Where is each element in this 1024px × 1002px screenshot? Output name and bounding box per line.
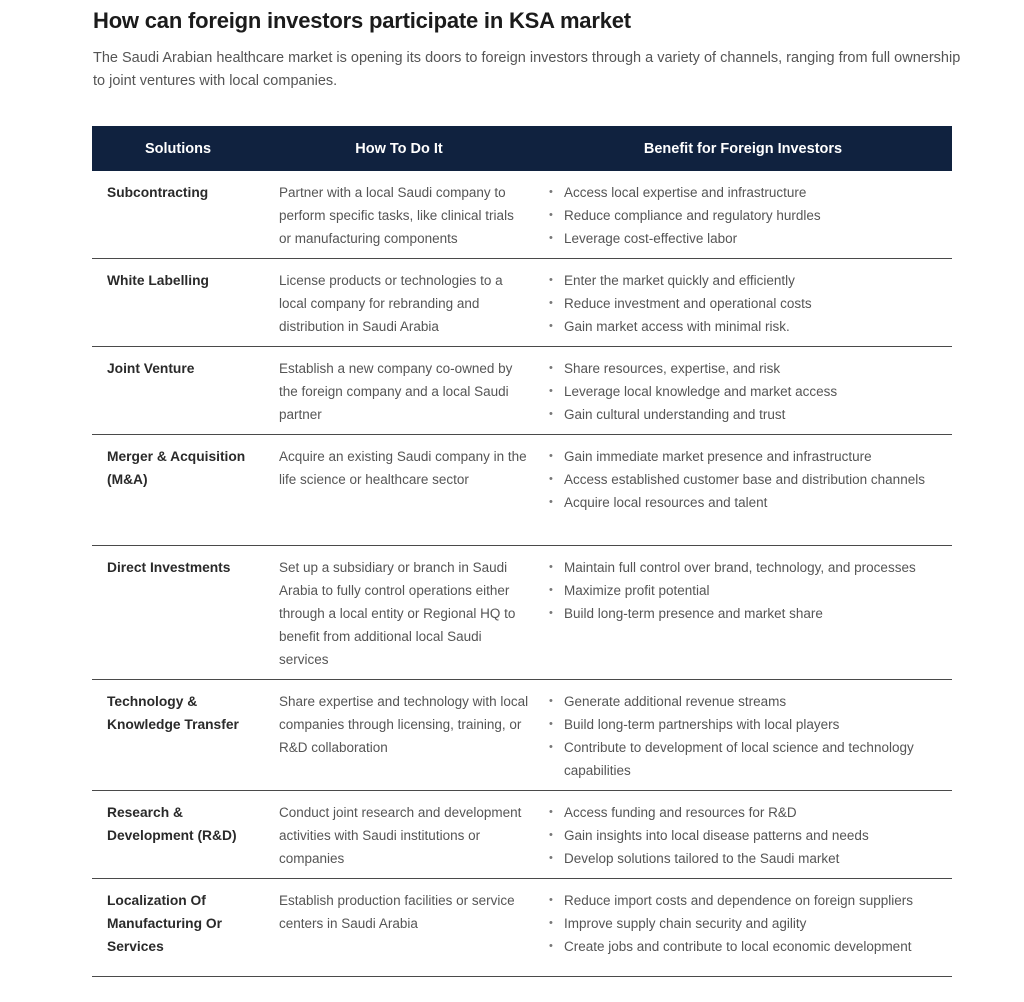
how-to-do-it: Establish a new company co-owned by the foreign company and a local Saudi partner bbox=[279, 361, 513, 422]
table-row bbox=[92, 546, 952, 680]
solution-name: Direct Investments bbox=[107, 560, 231, 575]
benefit-item: • Access local expertise and infrastructure bbox=[547, 181, 947, 204]
benefit-list bbox=[547, 556, 947, 625]
table-row bbox=[92, 680, 952, 791]
solution-name: Subcontracting bbox=[107, 185, 209, 200]
table-row bbox=[92, 791, 952, 879]
benefit-item: • Acquire local resources and talent bbox=[547, 491, 947, 514]
header-benefit: Benefit for Foreign Investors bbox=[643, 140, 843, 157]
header-how-to-do-it: How To Do It bbox=[355, 140, 443, 157]
benefit-item: • Enter the market quickly and efficiently bbox=[547, 269, 947, 292]
solution-name: Joint Venture bbox=[107, 361, 195, 376]
investment-solutions-table bbox=[92, 126, 952, 977]
table-row bbox=[92, 879, 952, 977]
solution-name: Merger & Acquisition (M&A) bbox=[107, 449, 246, 487]
how-to-do-it: Partner with a local Saudi company to perform specific tasks, like clinical trials or manufacturing components bbox=[279, 185, 514, 246]
benefit-list bbox=[547, 690, 947, 782]
table-row bbox=[92, 171, 952, 259]
table-row bbox=[92, 259, 952, 347]
table-row bbox=[92, 435, 952, 546]
benefit-item: • Gain insights into local disease patterns and needs bbox=[547, 824, 947, 847]
how-to-do-it: Conduct joint research and development activities with Saudi institutions or companies bbox=[279, 805, 522, 866]
benefit-item: • Gain cultural understanding and trust bbox=[547, 403, 947, 426]
benefit-item: • Share resources, expertise, and risk bbox=[547, 357, 947, 380]
solution-name: Localization Of Manufacturing Or Services bbox=[107, 893, 222, 954]
benefit-list bbox=[547, 889, 947, 958]
benefit-item: • Build long-term presence and market share bbox=[547, 602, 947, 625]
benefit-item: • Reduce import costs and dependence on foreign suppliers bbox=[547, 889, 947, 912]
benefit-item: • Reduce compliance and regulatory hurdles bbox=[547, 204, 947, 227]
benefit-list bbox=[547, 357, 947, 426]
benefit-item: • Access established customer base and distribution channels bbox=[547, 468, 947, 491]
benefit-item: • Gain market access with minimal risk. bbox=[547, 315, 947, 338]
benefit-item: • Leverage cost-effective labor bbox=[547, 227, 947, 250]
benefit-item: • Develop solutions tailored to the Saudi market bbox=[547, 847, 947, 870]
solution-name: Research & Development (R&D) bbox=[107, 805, 237, 843]
how-to-do-it: Set up a subsidiary or branch in Saudi Arabia to fully control operations either through a local entity or Regional HQ to benefit from additional local Saudi services bbox=[279, 560, 516, 667]
benefit-item: • Gain immediate market presence and infrastructure bbox=[547, 445, 947, 468]
solution-name: White Labelling bbox=[107, 273, 209, 288]
benefit-item: • Create jobs and contribute to local economic development bbox=[547, 935, 947, 958]
benefit-item: • Maximize profit potential bbox=[547, 579, 947, 602]
benefit-item: • Generate additional revenue streams bbox=[547, 690, 947, 713]
benefit-item: • Leverage local knowledge and market access bbox=[547, 380, 947, 403]
benefit-item: • Contribute to development of local science and technology capabilities bbox=[547, 736, 947, 782]
benefit-item: • Build long-term partnerships with local players bbox=[547, 713, 947, 736]
benefit-item: • Maintain full control over brand, technology, and processes bbox=[547, 556, 947, 579]
how-to-do-it: Share expertise and technology with local companies through licensing, training, or R&D collaboration bbox=[279, 694, 529, 755]
benefit-list bbox=[547, 269, 947, 338]
table-header bbox=[92, 126, 952, 171]
solution-name: Technology & Knowledge Transfer bbox=[107, 694, 239, 732]
page-title: How can foreign investors participate in KSA market bbox=[93, 8, 631, 33]
table-row bbox=[92, 347, 952, 435]
benefit-item: • Access funding and resources for R&D bbox=[547, 801, 947, 824]
how-to-do-it: Acquire an existing Saudi company in the life science or healthcare sector bbox=[279, 449, 527, 487]
benefit-item: • Improve supply chain security and agility bbox=[547, 912, 947, 935]
benefit-list bbox=[547, 445, 947, 514]
benefit-item: • Reduce investment and operational costs bbox=[547, 292, 947, 315]
how-to-do-it: Establish production facilities or service centers in Saudi Arabia bbox=[279, 893, 515, 931]
header-solutions: Solutions bbox=[144, 140, 212, 157]
benefit-list bbox=[547, 181, 947, 250]
how-to-do-it: License products or technologies to a local company for rebranding and distribution in Saudi Arabia bbox=[279, 273, 503, 334]
benefit-list bbox=[547, 801, 947, 870]
intro-paragraph: The Saudi Arabian healthcare market is opening its doors to foreign investors through a variety of channels, ranging from full ownership to joint ventures with local companies. bbox=[93, 50, 961, 89]
